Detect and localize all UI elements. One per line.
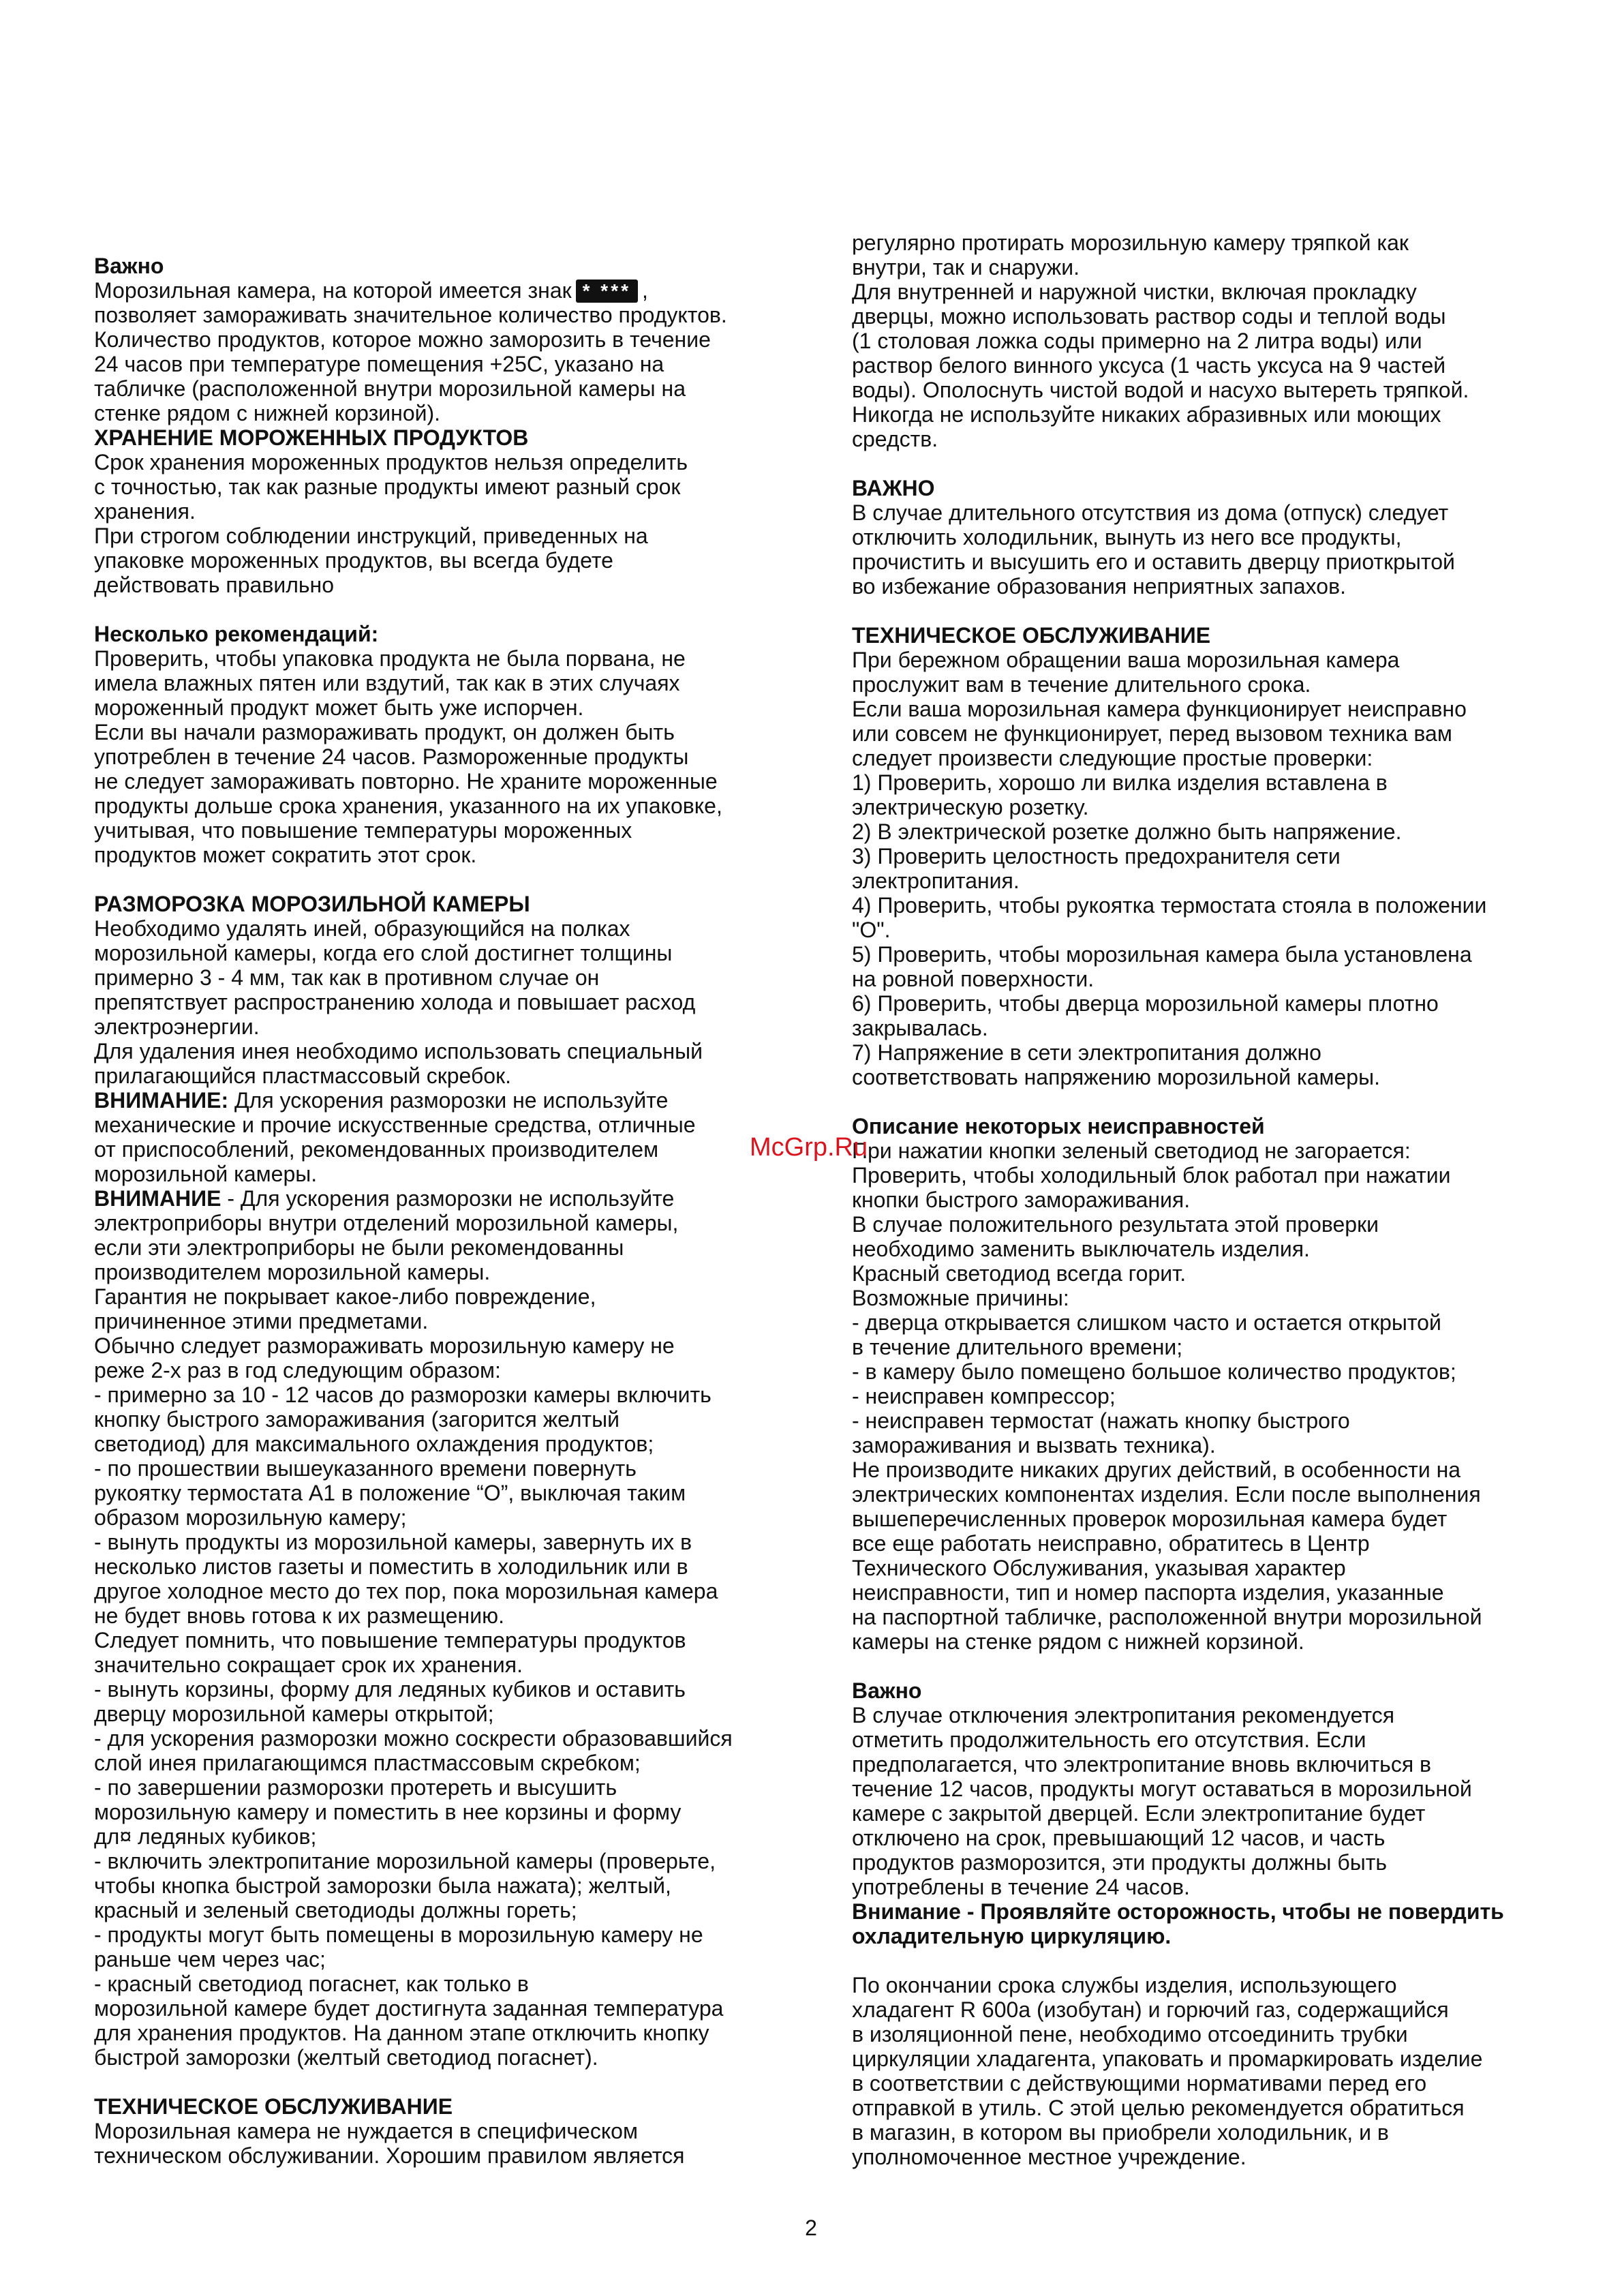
text-line: несколько листов газеты и поместить в холодильник или в xyxy=(94,1554,688,1579)
text-line: - примерно за 10 - 12 часов до разморозки камеры включить xyxy=(94,1383,711,1407)
text-line: Внимание - Проявляйте осторожность, чтобы не повердить xyxy=(852,1899,1504,1924)
text-line: При нажатии кнопки зеленый светодиод не загорается: xyxy=(852,1138,1411,1163)
text-line: В случае положительного результата этой проверки xyxy=(852,1212,1379,1237)
text-line: следует произвести следующие простые проверки: xyxy=(852,746,1373,770)
text-line: 3) Проверить целостность предохранителя сети xyxy=(852,844,1341,868)
text-line: морозильную камеру и поместить в нее корзины и форму xyxy=(94,1800,682,1824)
text-line: регулярно протирать морозильную камеру тряпкой как xyxy=(852,230,1409,255)
spacer xyxy=(852,1948,1531,1973)
text-line: По окончании срока службы изделия, использующего xyxy=(852,1973,1397,1997)
text-line: образом морозильную камеру; xyxy=(94,1505,407,1530)
attention-1-line xyxy=(94,1088,774,1113)
text-line: - в камеру было помещено большое количество продуктов; xyxy=(852,1359,1456,1384)
faults-paragraph xyxy=(852,1138,1531,1654)
text-line: "О". xyxy=(852,918,891,942)
text-line: Количество продуктов, которое можно заморозить в течение xyxy=(94,327,711,352)
text-line: Технического Обслуживания, указывая характер xyxy=(852,1556,1346,1580)
text-line: отключить холодильник, вынуть из него все продукты, xyxy=(852,525,1402,549)
text-line: для хранения продуктов. На данном этапе отключить кнопку xyxy=(94,2021,709,2045)
text-line: В случае отключения электропитания рекомендуется xyxy=(852,1703,1395,1727)
text-line: Срок хранения мороженных продуктов нельзя определить xyxy=(94,450,688,474)
text-line: прослужит вам в течение длительного срока. xyxy=(852,672,1311,697)
text-line: раньше чем через час; xyxy=(94,1947,326,1972)
text-line: механические и прочие искусственные средства, отличные xyxy=(94,1113,696,1137)
text-line: Красный светодиод всегда горит. xyxy=(852,1261,1187,1286)
text-line: Следует помнить, что повышение температуры продуктов xyxy=(94,1628,686,1652)
heading-service-2: ТЕХНИЧЕСКОЕ ОБСЛУЖИВАНИЕ xyxy=(852,623,1211,648)
text-line: продуктов разморозится, эти продукты должны быть xyxy=(852,1850,1388,1875)
text-line: 5) Проверить, чтобы морозильная камера была установлена xyxy=(852,942,1472,967)
heading-important-2: ВАЖНО xyxy=(852,476,935,500)
text-line: При строгом соблюдении инструкций, приведенных на xyxy=(94,524,648,548)
four-star-rating-icon: * *** xyxy=(576,280,638,303)
text-line: примерно 3 - 4 мм, так как в противном случае он xyxy=(94,965,600,990)
heading-recommendations: Несколько рекомендаций: xyxy=(94,622,379,646)
text-line: электрических компонентах изделия. Если после выполнения xyxy=(852,1482,1481,1507)
text-line: Морозильная камера не нуждается в специфическом xyxy=(94,2119,638,2143)
text-line: значительно сокращает срок их хранения. xyxy=(94,1652,523,1677)
text-line: в соответствии с действующими нормативами перед его xyxy=(852,2071,1427,2096)
text-line: на ровной поверхности. xyxy=(852,967,1095,991)
spacer xyxy=(852,1089,1531,1114)
text-line: 2) В электрической розетке должно быть напряжение. xyxy=(852,819,1402,844)
text-line: от приспособлений, рекомендованных производителем xyxy=(94,1137,659,1162)
spacer xyxy=(94,867,774,892)
text-line: мороженный продукт может быть уже испорчен. xyxy=(94,695,584,720)
text-line: имела влажных пятен или вздутий, так как в этих случаях xyxy=(94,671,680,695)
text-line: - неисправен компрессор; xyxy=(852,1384,1116,1408)
text-line: красный и зеленый светодиоды должны гореть; xyxy=(94,1898,577,1922)
text-line: причиненное этими предметами. xyxy=(94,1309,429,1333)
text-line: или совсем не функционирует, перед вызовом техника вам xyxy=(852,721,1452,746)
text-line: - по завершении разморозки протереть и высушить xyxy=(94,1775,617,1800)
text-line: Проверить, чтобы упаковка продукта не была порвана, не xyxy=(94,646,686,671)
text-line: закрывалась. xyxy=(852,1016,988,1040)
text-line: все еще работать неисправно, обратитесь в Центр xyxy=(852,1531,1370,1556)
text-line: дверцу морозильной камеры открытой; xyxy=(94,1702,494,1726)
text-line: быстрой заморозки (желтый светодиод погаснет). xyxy=(94,2045,598,2070)
text-line: реже 2-х раз в год следующим образом: xyxy=(94,1358,501,1383)
text-line: в изоляционной пене, необходимо отсоединить трубки xyxy=(852,2022,1408,2046)
text-line: употреблен в течение 24 часов. Размороженные продукты xyxy=(94,744,689,769)
text-line: В случае длительного отсутствия из дома (отпуск) следует xyxy=(852,500,1449,525)
spacer xyxy=(852,1654,1531,1678)
text-line: 4) Проверить, чтобы рукоятка термостата стояла в положении xyxy=(852,893,1487,918)
text-line: учитывая, что повышение температуры мороженных xyxy=(94,818,632,843)
text-line: циркуляции хладагента, упаковать и промаркировать изделие xyxy=(852,2046,1483,2071)
text-line: 7) Напряжение в сети электропитания должно xyxy=(852,1040,1321,1065)
text-line: охладительную циркуляцию. xyxy=(852,1924,1172,1948)
text-line: продуктов может сократить этот срок. xyxy=(94,843,477,867)
text-line: дл¤ ледяных кубиков; xyxy=(94,1824,317,1849)
text-line: с точностью, так как разные продукты имеют разный срок xyxy=(94,474,681,499)
text-line: табличке (расположенной внутри морозильной камеры на xyxy=(94,376,686,401)
text-line: позволяет замораживать значительное количество продуктов. xyxy=(94,303,727,327)
text-line: - вынуть продукты из морозильной камеры, завернуть их в xyxy=(94,1530,692,1554)
text-line: необходимо заменить выключатель изделия. xyxy=(852,1237,1310,1261)
text-line: - по прошествии вышеуказанного времени повернуть xyxy=(94,1456,637,1481)
text-line: (1 столовая ложка соды примерно на 2 литра воды) или xyxy=(852,329,1422,353)
text-line: упаковке мороженных продуктов, вы всегда будете xyxy=(94,548,613,573)
text-line: 1) Проверить, хорошо ли вилка изделия вставлена в xyxy=(852,770,1388,795)
attention-2-paragraph xyxy=(94,1211,774,2070)
power-outage-paragraph xyxy=(852,1703,1531,1899)
vacation-paragraph xyxy=(852,500,1531,599)
text-line: электроприборы внутри отделений морозильной камеры, xyxy=(94,1211,679,1235)
text-line: кнопку быстрого замораживания (загорится желтый xyxy=(94,1407,620,1432)
text-line: При бережном обращении ваша морозильная камера xyxy=(852,648,1400,672)
text-line: рукоятку термостата А1 в положение “О”, выключая таким xyxy=(94,1481,686,1505)
rating-text: Морозильная камера, на которой имеется знак xyxy=(94,278,572,303)
text-line: Никогда не используйте никаких абразивных или моющих xyxy=(852,402,1441,427)
text-line: электроэнергии. xyxy=(94,1014,260,1039)
text-line: Если ваша морозильная камера функционирует неисправно xyxy=(852,697,1467,721)
text-line: - для ускорения разморозки можно соскрести образовавшийся xyxy=(94,1726,733,1751)
text-line: вышеперечисленных проверок морозильная камера будет xyxy=(852,1507,1448,1531)
text-line: уполномоченное местное учреждение. xyxy=(852,2145,1246,2169)
capacity-paragraph xyxy=(94,303,774,425)
text-line: стенке рядом с нижней корзиной). xyxy=(94,401,441,425)
text-line: Необходимо удалять иней, образующийся на полках xyxy=(94,916,630,941)
text-line: - вынуть корзины, форму для ледяных кубиков и оставить xyxy=(94,1677,686,1702)
text-line: техническом обслуживании. Хорошим правилом является xyxy=(94,2143,685,2168)
attention-1-text: Для ускорения разморозки не используйте xyxy=(234,1088,669,1113)
text-line: чтобы кнопка быстрой заморозки была нажата); желтый, xyxy=(94,1873,671,1898)
text-line: Если вы начали размораживать продукт, он должен быть xyxy=(94,720,675,744)
spacer xyxy=(852,451,1531,476)
attention-1-label: ВНИМАНИЕ: xyxy=(94,1088,229,1113)
text-line: 24 часов при температуре помещения +25С, указано на xyxy=(94,352,664,376)
text-line: средств. xyxy=(852,427,938,451)
text-line: камеры на стенке рядом с нижней корзиной. xyxy=(852,1629,1304,1654)
right-column xyxy=(852,230,1531,2169)
text-line: не будет вновь готова к их размещению. xyxy=(94,1603,504,1628)
disposal-paragraph xyxy=(852,1973,1531,2169)
heading-faults: Описание некоторых неисправностей xyxy=(852,1114,1265,1138)
text-line: - неисправен термостат (нажать кнопку быстрого xyxy=(852,1408,1350,1433)
text-line: отключено на срок, превышающий 12 часов, и часть xyxy=(852,1826,1386,1850)
text-line: во избежание образования неприятных запахов. xyxy=(852,574,1346,599)
text-line: - красный светодиод погаснет, как только в xyxy=(94,1972,529,1996)
watermark-logo: McGrp.Ru xyxy=(750,1133,868,1162)
text-line: соответствовать напряжению морозильной камеры. xyxy=(852,1065,1380,1089)
heading-important-3: Важно xyxy=(852,1678,922,1703)
text-line: 6) Проверить, чтобы дверца морозильной камеры плотно xyxy=(852,991,1439,1016)
attention-2-label: ВНИМАНИЕ xyxy=(94,1186,221,1211)
spacer xyxy=(94,2070,774,2094)
text-line: Проверить, чтобы холодильный блок работал при нажатии xyxy=(852,1163,1451,1188)
text-line: другое холодное место до тех пор, пока морозильная камера xyxy=(94,1579,718,1603)
attention-2-text: - Для ускорения разморозки не используйте xyxy=(227,1186,675,1211)
text-line: раствор белого винного уксуса (1 часть уксуса на 9 частей xyxy=(852,353,1446,378)
service-paragraph xyxy=(94,2119,774,2168)
text-line: Обычно следует размораживать морозильную камеру не xyxy=(94,1333,675,1358)
text-line: не следует замораживать повторно. Не храните мороженные xyxy=(94,769,718,794)
text-line: - включить электропитание морозильной камеры (проверьте, xyxy=(94,1849,716,1873)
text-line: в течение длительного времени; xyxy=(852,1335,1183,1359)
text-line: отправкой в утиль. С этой целью рекомендуется обратиться xyxy=(852,2096,1465,2120)
text-line: электропитания. xyxy=(852,868,1020,893)
text-line: морозильной камеры. xyxy=(94,1162,318,1186)
text-line: хладагент R 600a (изобутан) и горючий газ, содержащийся xyxy=(852,1997,1449,2022)
left-column xyxy=(94,254,774,2168)
text-line: электрическую розетку. xyxy=(852,795,1089,819)
text-line: препятствует распространению холода и повышает расход xyxy=(94,990,696,1014)
text-line: отметить продолжительность его отсутствия. Если xyxy=(852,1727,1366,1752)
text-line: замораживания и вызвать техника). xyxy=(852,1433,1216,1457)
text-line: продукты дольше срока хранения, указанного на их упаковке, xyxy=(94,794,722,818)
heading-important: Важно xyxy=(94,254,164,278)
text-line: неисправности, тип и номер паспорта изделия, указанные xyxy=(852,1580,1444,1605)
attention-2-line xyxy=(94,1186,774,1211)
text-line: камере с закрытой дверцей. Если электропитание будет xyxy=(852,1801,1426,1826)
text-line: течение 12 часов, продукты могут оставаться в морозильной xyxy=(852,1777,1472,1801)
text-line: Для удаления инея необходимо использовать специальный xyxy=(94,1039,703,1063)
text-line: на паспортной табличке, расположенной внутри морозильной xyxy=(852,1605,1482,1629)
text-line: прилагающийся пластмассовый скребок. xyxy=(94,1063,511,1088)
warning-paragraph xyxy=(852,1899,1531,1948)
text-line: действовать правильно xyxy=(94,573,334,597)
text-line: употреблены в течение 24 часов. xyxy=(852,1875,1190,1899)
text-line: морозильной камере будет достигнута заданная температура xyxy=(94,1996,724,2021)
text-line: внутри, так и снаружи. xyxy=(852,255,1080,280)
text-line: если эти электроприборы не были рекомендованны xyxy=(94,1235,624,1260)
text-line: дверцы, можно использовать раствор соды и теплой воды xyxy=(852,304,1446,329)
text-line: светодиод) для максимального охлаждения продуктов; xyxy=(94,1432,654,1456)
text-line: в магазин, в котором вы приобрели холодильник, и в xyxy=(852,2120,1389,2145)
attention-1-paragraph xyxy=(94,1113,774,1186)
text-line: - продукты могут быть помещены в морозильную камеру не xyxy=(94,1922,703,1947)
text-line: предполагается, что электропитание вновь включиться в xyxy=(852,1752,1432,1777)
spacer xyxy=(852,599,1531,623)
text-line: Возможные причины: xyxy=(852,1286,1069,1310)
rating-comma: , xyxy=(642,278,648,303)
text-line: прочистить и высушить его и оставить дверцу приоткрытой xyxy=(852,549,1455,574)
text-line: хранения. xyxy=(94,499,196,524)
text-line: морозильной камеры, когда его слой достигнет толщины xyxy=(94,941,673,965)
page-number: 2 xyxy=(805,2216,817,2240)
defrost-paragraph xyxy=(94,916,774,1088)
text-line: воды). Ополоснуть чистой водой и насухо вытереть тряпкой. xyxy=(852,378,1469,402)
text-line: Для внутренней и наружной чистки, включая прокладку xyxy=(852,280,1417,304)
storage-paragraph xyxy=(94,450,774,597)
heading-storage: ХРАНЕНИЕ МОРОЖЕННЫХ ПРОДУКТОВ xyxy=(94,425,529,450)
text-line: производителем морозильной камеры. xyxy=(94,1260,491,1284)
heading-defrost: РАЗМОРОЗКА МОРОЗИЛЬНОЙ КАМЕРЫ xyxy=(94,892,530,916)
text-line: кнопки быстрого замораживания. xyxy=(852,1188,1191,1212)
heading-service: ТЕХНИЧЕСКОЕ ОБСЛУЖИВАНИЕ xyxy=(94,2094,453,2119)
freezer-rating-line xyxy=(94,278,774,303)
cleaning-paragraph xyxy=(852,230,1531,451)
spacer xyxy=(94,597,774,622)
text-line: - дверца открывается слишком часто и остается открытой xyxy=(852,1310,1441,1335)
checks-paragraph xyxy=(852,648,1531,1089)
recommendations-paragraph xyxy=(94,646,774,867)
text-line: Не производите никаких других действий, в особенности на xyxy=(852,1457,1461,1482)
text-line: слой инея прилагающимся пластмассовым скребком; xyxy=(94,1751,641,1775)
text-line: Гарантия не покрывает какое-либо повреждение, xyxy=(94,1284,596,1309)
